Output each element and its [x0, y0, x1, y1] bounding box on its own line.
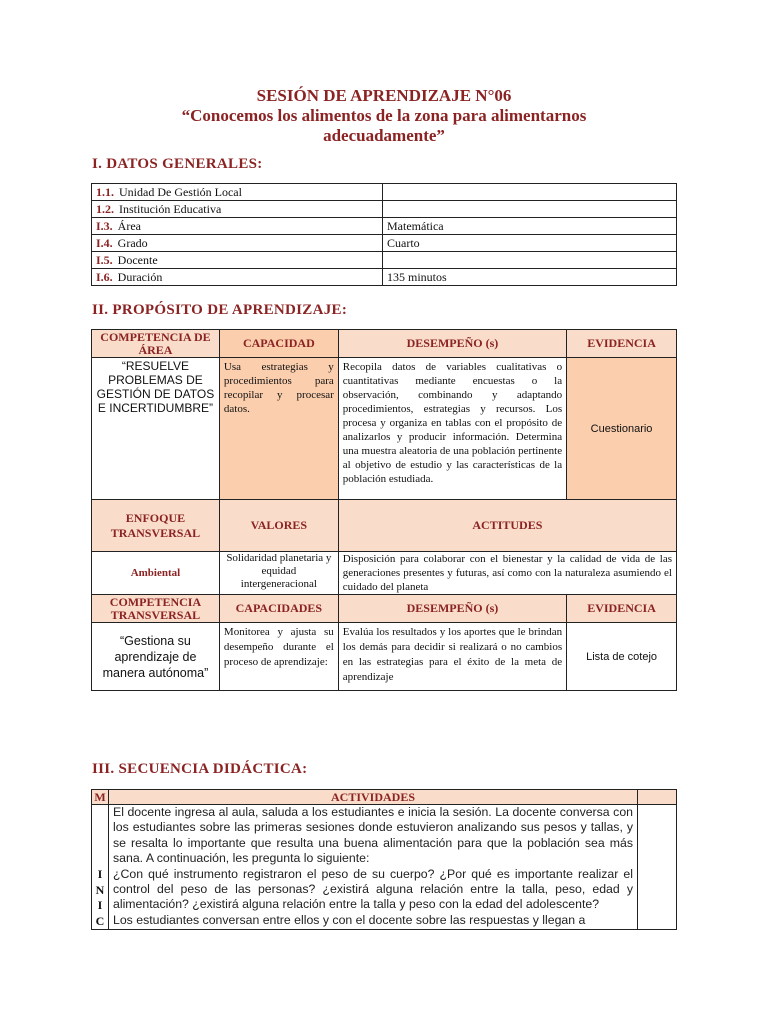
capacidades-cell: Monitorea y ajusta su desempeño durante el proceso de aprendizaje:: [219, 623, 338, 691]
moment-letter: I: [97, 898, 103, 912]
subtitle-line-1: “Conocemos los alimentos de la zona para alimentarnos: [181, 106, 587, 125]
valores-cell: Solidaridad planetaria y equidad intergeneracional: [219, 552, 338, 595]
competencia-area-cell: “RESUELVE PROBLEMAS DE GESTIÓN DE DATOS E INCERTIDUMBRE”: [92, 358, 220, 500]
row-number: I.4.: [96, 236, 113, 250]
table-header-row: [92, 500, 677, 552]
moment-cell: [92, 805, 109, 930]
header-capacidades: CAPACIDADES: [219, 595, 338, 623]
capacidad-cell: Usa estrategias y procedimientos para recopilar y procesar datos.: [219, 358, 338, 500]
moment-letter: C: [95, 913, 105, 928]
row-label: Área: [117, 219, 141, 233]
header-enfoque: ENFOQUE TRANSVERSAL: [92, 500, 220, 552]
header-desempeno: DESEMPEÑO (s): [338, 330, 566, 358]
table-header-row: [92, 790, 677, 805]
header-capacidad: CAPACIDAD: [219, 330, 338, 358]
table-cell: [92, 269, 383, 286]
table-cell: [92, 201, 383, 218]
activity-paragraph: El docente ingresa al aula, saluda a los estudiantes e inicia la sesión. La docente conversa con los estudiantes sobre las primeras sesiones donde estuvieron analizando sus pesos y tallas, y se resalta lo importante que resulta una buena alimentación para que la población sea más sana. A continuación, les pregunta lo siguiente:: [113, 805, 633, 866]
enfoque-cell: Ambiental: [92, 552, 220, 595]
row-value: Cuarto: [383, 235, 677, 252]
row-label: Duración: [117, 270, 163, 284]
header-desempeno-2: DESEMPEÑO (s): [338, 595, 566, 623]
header-competencia-transversal: COMPETENCIA TRANSVERSAL: [92, 595, 220, 623]
header-actividades: ACTIVIDADES: [109, 790, 638, 805]
header-competencia-area: COMPETENCIA DE ÁREA: [92, 330, 220, 358]
session-title: SESIÓN DE APRENDIZAJE N°06: [256, 86, 512, 105]
table-row: [92, 201, 677, 218]
table-row: [92, 805, 677, 930]
row-label: Grado: [117, 236, 148, 250]
datos-generales-table: [91, 183, 677, 286]
activities-cell: [109, 805, 638, 930]
row-value: 135 minutos: [383, 269, 677, 286]
secuencia-heading: III. SECUENCIA DIDÁCTICA:: [92, 761, 308, 777]
session-subtitle: [0, 106, 768, 146]
row-label: Unidad De Gestión Local: [119, 185, 242, 199]
row-number: I.5.: [96, 253, 113, 267]
table-header-row: [92, 595, 677, 623]
header-m: M: [92, 790, 109, 805]
table-row: [92, 269, 677, 286]
competencia-transversal-cell: “Gestiona su aprendizaje de manera autónoma”: [92, 623, 220, 691]
actitudes-cell: Disposición para colaborar con el bienestar y la calidad de vida de las generaciones presentes y futuras, así como con la naturaleza asumiendo el cuidado del planeta: [338, 552, 676, 595]
table-cell: [92, 252, 383, 269]
proposito-heading: II. PROPÓSITO DE APRENDIZAJE:: [92, 302, 348, 318]
header-valores: VALORES: [219, 500, 338, 552]
row-value: [383, 184, 677, 201]
activity-paragraph: Los estudiantes conversan entre ellos y con el docente sobre las respuestas y llegan a: [113, 912, 586, 927]
table-row: [92, 218, 677, 235]
datos-generales-heading: I. DATOS GENERALES:: [92, 156, 263, 172]
row-number: 1.2.: [96, 202, 114, 216]
row-value: Matemática: [383, 218, 677, 235]
table-row: [92, 235, 677, 252]
row-number: I.3.: [96, 219, 113, 233]
moment-letter: I: [97, 867, 103, 881]
table-row: [92, 184, 677, 201]
proposito-table: [91, 329, 677, 691]
desempeno-cell: Recopila datos de variables cualitativas o cuantitativas mediante encuestas o la observación, combinando y adaptando procedimientos, estrategias y recursos. Los procesa y organiza en tablas con el propósito de analizarlos y producir información. Determina una muestra aleatoria de una población pertinente al objetivo de estudio y las características de la población estudiada.: [338, 358, 566, 500]
row-label: Docente: [117, 253, 158, 267]
row-label: Institución Educativa: [119, 202, 222, 216]
row-value: [383, 252, 677, 269]
secuencia-table: [91, 789, 677, 930]
header-empty: [638, 790, 677, 805]
activities-text: [113, 805, 633, 929]
desempeno-transversal-cell: Evalúa los resultados y los aportes que le brindan los demás para decidir si realizará o no cambios en las estrategias para el éxito de la meta de aprendizaje: [338, 623, 566, 691]
header-evidencia: EVIDENCIA: [567, 330, 677, 358]
header-evidencia-2: EVIDENCIA: [567, 595, 677, 623]
table-row: [92, 552, 677, 595]
evidencia-cell: Cuestionario: [567, 358, 677, 500]
table-header-row: [92, 330, 677, 358]
subtitle-line-2: adecuadamente”: [323, 126, 445, 145]
row-value: [383, 201, 677, 218]
row-number: 1.1.: [96, 185, 114, 199]
header-actitudes: ACTITUDES: [338, 500, 676, 552]
table-row: [92, 252, 677, 269]
table-cell: [92, 235, 383, 252]
evidencia-transversal-cell: Lista de cotejo: [567, 623, 677, 691]
table-cell: [92, 184, 383, 201]
table-row: [92, 623, 677, 691]
empty-cell: [638, 805, 677, 930]
activity-paragraph: ¿Con qué instrumento registraron el peso de su cuerpo? ¿Por qué es importante realizar el control del peso de las personas? ¿existirá alguna relación entre la talla, peso, edad y alimentación? ¿existirá alguna relación entre la talla y peso con la edad del adolescente?: [113, 866, 633, 912]
table-cell: [92, 218, 383, 235]
table-row: [92, 358, 677, 500]
moment-letter: N: [95, 882, 105, 897]
row-number: I.6.: [96, 270, 113, 284]
